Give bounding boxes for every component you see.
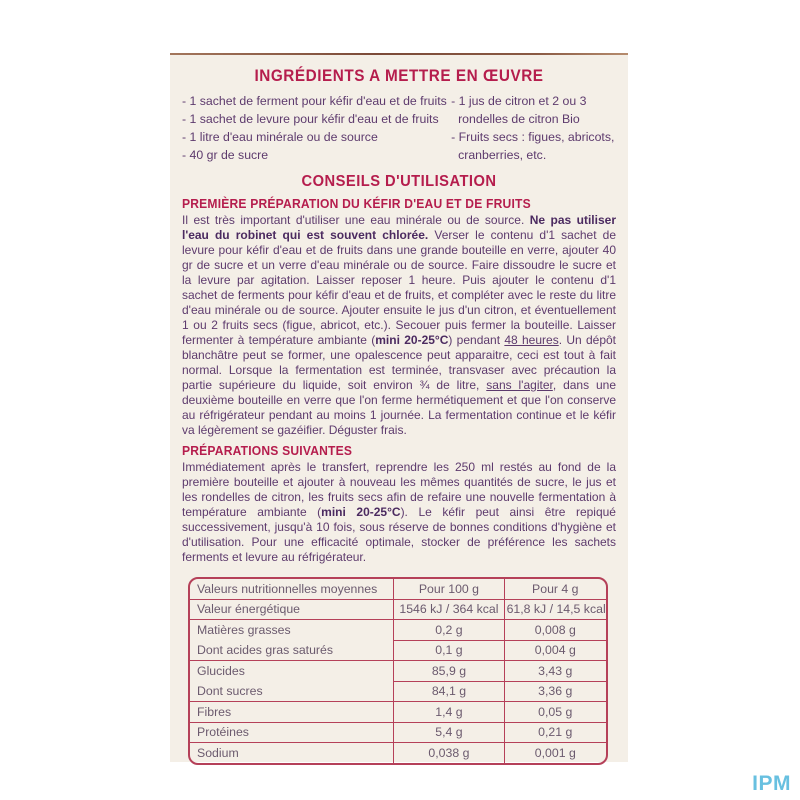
list-item: - 1 sachet de levure pour kéfir d'eau et de fruits	[182, 112, 439, 126]
table-row	[190, 661, 606, 682]
table-row	[190, 620, 606, 641]
row-label: Glucides	[190, 661, 394, 682]
row-value: 61,8 kJ / 14,5 kcal	[504, 599, 606, 620]
photo-watermark: IPM	[752, 772, 791, 795]
list-item: - 1 sachet de ferment pour kéfir d'eau et de fruits	[182, 94, 447, 108]
row-label: Dont sucres	[190, 681, 394, 702]
row-value: 0,21 g	[504, 722, 606, 743]
row-value: 3,36 g	[504, 681, 606, 702]
list-item: - Fruits secs : figues, abricots, cranberries, etc.	[451, 130, 615, 162]
row-value: 3,43 g	[504, 661, 606, 682]
ingredients-list	[182, 92, 616, 164]
row-value: 0,038 g	[394, 743, 504, 763]
row-value: 5,4 g	[394, 722, 504, 743]
row-value: 0,05 g	[504, 702, 606, 723]
table-header-row	[190, 579, 606, 599]
table-row	[190, 640, 606, 661]
row-label: Sodium	[190, 743, 394, 763]
row-value: 1,4 g	[394, 702, 504, 723]
nutrition-table	[188, 577, 608, 765]
row-value: 0,2 g	[394, 620, 504, 641]
list-item: - 1 litre d'eau minérale ou de source	[182, 130, 378, 144]
row-label: Dont acides gras saturés	[190, 640, 394, 661]
table-row	[190, 681, 606, 702]
table-row	[190, 599, 606, 620]
row-label: Matières grasses	[190, 620, 394, 641]
product-box-back-panel	[170, 53, 628, 762]
row-value: 0,008 g	[504, 620, 606, 641]
box-fold-edge	[170, 53, 628, 55]
row-value: 0,004 g	[504, 640, 606, 661]
row-label: Protéines	[190, 722, 394, 743]
row-value: 0,001 g	[504, 743, 606, 763]
table-header-label: Valeurs nutritionnelles moyennes	[190, 579, 394, 599]
list-item: - 1 jus de citron et 2 ou 3 rondelles de citron Bio	[451, 94, 587, 126]
list-item: - 40 gr de sucre	[182, 148, 269, 162]
row-value: 85,9 g	[394, 661, 504, 682]
ingredients-left-column	[182, 92, 451, 164]
first-preparation-heading: PREMIÈRE PRÉPARATION DU KÉFIR D'EAU ET DE FRUITS	[182, 197, 531, 211]
row-value: 84,1 g	[394, 681, 504, 702]
table-header-per4: Pour 4 g	[504, 579, 606, 599]
row-value: 0,1 g	[394, 640, 504, 661]
table-row	[190, 722, 606, 743]
next-preparations-paragraph: Immédiatement après le transfert, reprendre les 250 ml restés au fond de la première bouteille et ajouter à nouveau les mêmes quantités de sucre, le jus et les rondelles de citron, les fruits secs afin de refaire une nouvelle fermentation à température ambiante (mini 20-25°C). Le kéfir peut ainsi être repiqué successivement, jusqu'à 10 fois, sous réserve de bonnes conditions d'hygiène et d'utilisation. Pour une efficacité optimale, stocker de préférence les sachets ferments et levure au réfrigérateur.	[182, 460, 616, 564]
table-row	[190, 702, 606, 723]
table-row	[190, 743, 606, 763]
row-value: 1546 kJ / 364 kcal	[394, 599, 504, 620]
ingredients-title: INGRÉDIENTS A METTRE EN ŒUVRE	[254, 66, 544, 85]
first-preparation-paragraph: Il est très important d'utiliser une eau minérale ou de source. Ne pas utiliser l'eau du robinet qui est souvent chlorée. Verser le contenu d'1 sachet de levure pour kéfir d'eau et de fruits dans une grande bouteille en verre, ajouter 40 gr de sucre et un verre d'eau minérale ou de source. Faire dissoudre le sucre et la levure par agitation. Laisser reposer 1 heure. Puis ajouter le contenu d'1 sachet de ferments pour kéfir d'eau et de fruits, et compléter avec le reste du litre d'eau minérale ou de source. Ajouter ensuite le jus d'un citron, et éventuellement 1 ou 2 fruits secs (figue, abricot, etc.). Secouer puis fermer la bouteille. Laisser fermenter à température ambiante (mini 20-25°C) pendant 48 heures. Un dépôt blanchâtre peut se former, une opalescence peut apparaitre, ceci est tout à fait normal. Lorsque la fermentation est terminée, transvaser avec précaution la partie supérieure du liquide, soit environ ¾ de litre, sans l'agiter, dans une deuxième bouteille en verre que l'on ferme hermétiquement et que l'on conserve au réfrigérateur pendant au moins 1 journée. La fermentation continue et le kéfir va légèrement se gazéifier. Déguster frais.	[182, 213, 617, 437]
next-preparations-heading: PRÉPARATIONS SUIVANTES	[182, 444, 353, 458]
table-header-per100: Pour 100 g	[394, 579, 504, 599]
usage-advice-title: CONSEILS D'UTILISATION	[301, 173, 497, 190]
row-label: Fibres	[190, 702, 394, 723]
row-label: Valeur énergétique	[190, 599, 394, 620]
ingredients-right-column	[451, 92, 616, 164]
